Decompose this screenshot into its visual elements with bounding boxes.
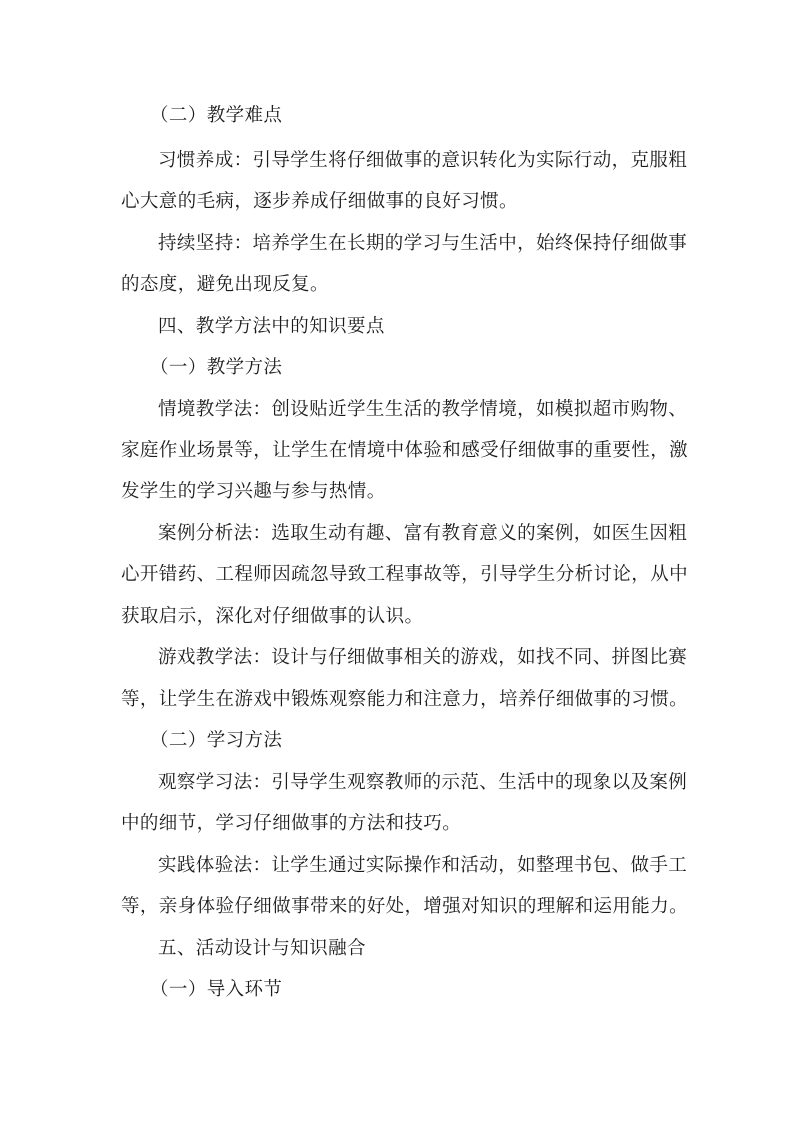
paragraph-line: 的态度，避免出现反复。 <box>121 274 329 295</box>
section-heading-teaching-methods: （一）教学方法 <box>150 357 283 378</box>
section-heading-teaching-methods-knowledge: 四、教学方法中的知识要点 <box>158 316 385 337</box>
paragraph-line: 心开错药、工程师因疏忽导致工程事故等，引导学生分析讨论，从中 <box>121 564 689 585</box>
paragraph-line: 获取启示，深化对仔细做事的认识。 <box>121 606 424 627</box>
paragraph-line: 心大意的毛病，逐步养成仔细做事的良好习惯。 <box>121 191 518 212</box>
paragraph-line: 等，让学生在游戏中锻炼观察能力和注意力，培养仔细做事的习惯。 <box>121 689 689 710</box>
paragraph-line: 家庭作业场景等，让学生在情境中体验和感受仔细做事的重要性，激 <box>121 440 689 461</box>
paragraph-line: 案例分析法：选取生动有趣、富有教育意义的案例，如医生因粗 <box>158 523 688 544</box>
section-heading-learning-methods: （二）学习方法 <box>150 730 283 751</box>
paragraph-line: 持续坚持：培养学生在长期的学习与生活中，始终保持仔细做事 <box>158 233 688 254</box>
section-heading-activity-design: 五、活动设计与知识融合 <box>158 938 366 959</box>
paragraph-line: 发学生的学习兴趣与参与热情。 <box>121 481 386 502</box>
paragraph-line: 习惯养成：引导学生将仔细做事的意识转化为实际行动，克服粗 <box>158 150 688 171</box>
section-heading-introduction: （一）导入环节 <box>150 979 283 1000</box>
paragraph-line: 观察学习法：引导学生观察教师的示范、生活中的现象以及案例 <box>158 772 688 793</box>
paragraph-line: 实践体验法：让学生通过实际操作和活动，如整理书包、做手工 <box>158 855 688 876</box>
paragraph-line: 情境教学法：创设贴近学生生活的教学情境，如模拟超市购物、 <box>158 399 688 420</box>
paragraph-line: 中的细节，学习仔细做事的方法和技巧。 <box>121 813 462 834</box>
section-heading-teaching-difficulties: （二）教学难点 <box>150 105 283 126</box>
paragraph-line: 游戏教学法：设计与仔细做事相关的游戏，如找不同、拼图比赛 <box>158 647 688 668</box>
paragraph-line: 等，亲身体验仔细做事带来的好处，增强对知识的理解和运用能力。 <box>121 896 689 917</box>
